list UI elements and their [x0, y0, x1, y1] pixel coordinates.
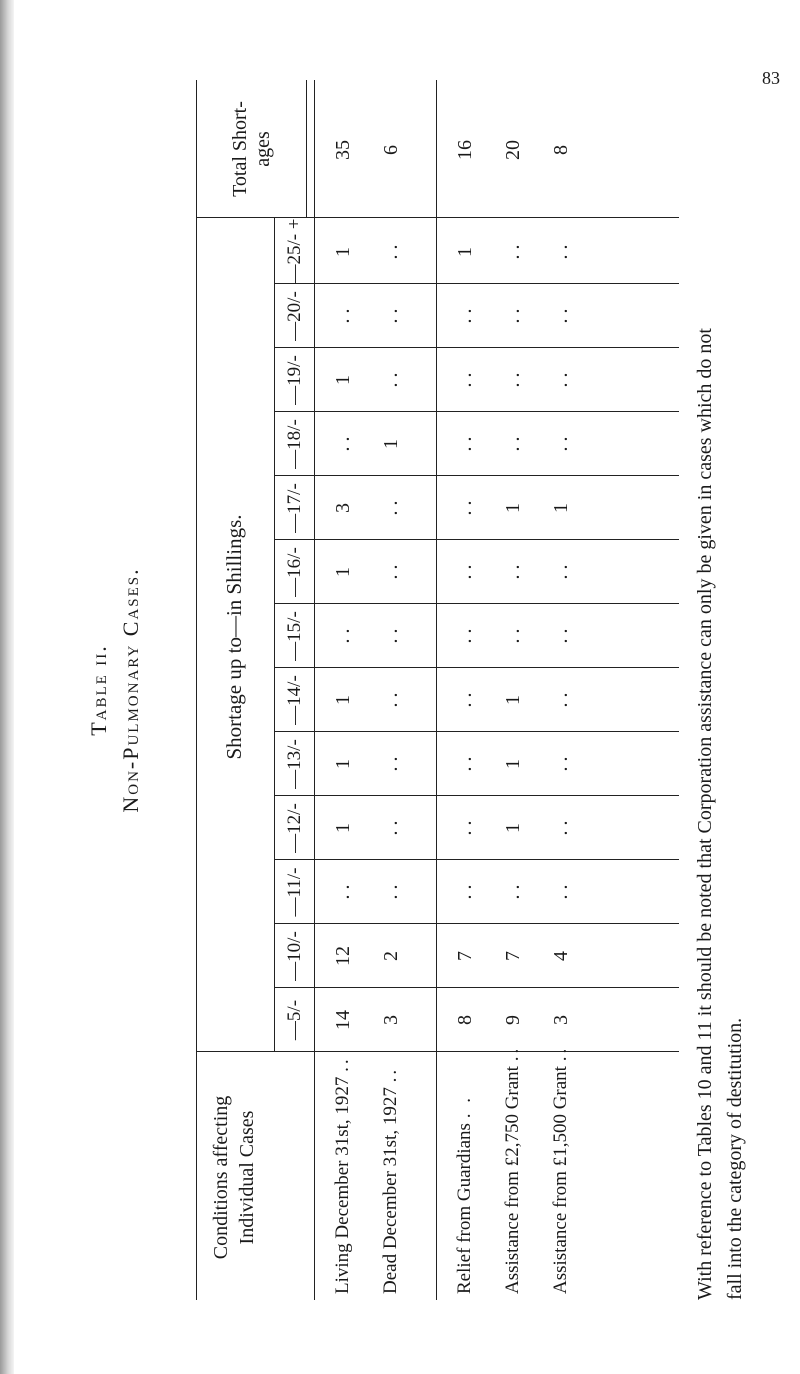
column-header: —5/- [284, 999, 305, 1041]
column-header: —18/- [284, 419, 305, 469]
table-cell: 1 [332, 823, 354, 833]
table-cell: . . [380, 692, 402, 708]
footnote-line-2: fall into the category of destitution. [724, 1017, 746, 1300]
table-cell: . . [454, 756, 476, 772]
total-shortages-header: Total Short-ages [229, 101, 274, 197]
table-title: Table ii. [86, 644, 111, 736]
table-cell: 1 [332, 695, 354, 705]
table-cell: . . [550, 244, 572, 260]
table-cell: . . [380, 820, 402, 836]
table-cell: . . [550, 692, 572, 708]
total-cell: 20 [502, 140, 524, 160]
total-cell: 16 [454, 140, 476, 160]
table-cell: 1 [502, 695, 524, 705]
table-cell: 2 [380, 951, 402, 961]
footnote [690, 80, 750, 1300]
table-cell: . . [502, 884, 524, 900]
table-row-label: Assistance from £1,500 Grant .. [550, 1045, 571, 1294]
table-cell: . . [502, 628, 524, 644]
table-cell: 3 [550, 1015, 572, 1025]
column-header: —10/- [284, 931, 305, 981]
table-cell: . . [550, 308, 572, 324]
total-cell: 8 [550, 145, 572, 155]
table-cell: . . [380, 884, 402, 900]
table-subtitle: Non-Pulmonary Cases. [118, 567, 143, 813]
column-header: —15/- [284, 611, 305, 661]
column-header: —17/- [284, 483, 305, 533]
table-cell: 1 [502, 759, 524, 769]
table-cell: . . [454, 628, 476, 644]
table-cell: . . [380, 244, 402, 260]
column-rule [274, 923, 679, 924]
table-cell: . . [454, 820, 476, 836]
table-cell: 4 [550, 951, 572, 961]
column-rule [274, 731, 679, 732]
table-cell: . . [502, 564, 524, 580]
table-cell: 14 [332, 1010, 354, 1030]
shortage-header: Shortage up to—in Shillings. [221, 514, 246, 760]
table-cell: . . [550, 628, 572, 644]
column-rule [274, 283, 679, 284]
table-cell: . . [502, 372, 524, 388]
table-cell: . . [454, 884, 476, 900]
rotated-page-content [78, 80, 778, 1300]
table-cell: . . [454, 436, 476, 452]
column-header: —13/- [284, 739, 305, 789]
table-cell: 1 [332, 567, 354, 577]
table-cell: 12 [332, 946, 354, 966]
column-header: —11/- [284, 867, 305, 917]
conditions-column-rule [196, 1051, 679, 1052]
table-cell: . . [332, 436, 354, 452]
column-rule [274, 539, 679, 540]
page-number: 83 [762, 68, 780, 88]
table-cell: 8 [454, 1015, 476, 1025]
table-cell: . . [454, 564, 476, 580]
table-cell: . . [550, 884, 572, 900]
table-cell: . . [380, 372, 402, 388]
table-cell: . . [380, 308, 402, 324]
table-cell: . . [332, 884, 354, 900]
header-bottom-rule [314, 80, 315, 1300]
column-rule [274, 347, 679, 348]
shortage-header-rule [274, 218, 275, 1052]
column-header: —20/- [284, 291, 305, 341]
table-cell: . . [502, 308, 524, 324]
table-cell: . . [454, 692, 476, 708]
total-cell: 6 [380, 145, 402, 155]
table-cell: . . [454, 372, 476, 388]
table-cell: 1 [332, 375, 354, 385]
column-header: —16/- [284, 547, 305, 597]
table-cell: . . [332, 308, 354, 324]
table-cell: 1 [550, 503, 572, 513]
total-cell: 35 [332, 140, 354, 160]
table-row-label: Relief from Guardians . . [454, 1095, 475, 1294]
table-cell: . . [550, 372, 572, 388]
table-cell: . . [454, 500, 476, 516]
table-cell: 1 [502, 823, 524, 833]
table-cell: . . [550, 436, 572, 452]
column-header: —14/- [284, 675, 305, 725]
column-rule [274, 859, 679, 860]
total-header-rule [306, 80, 307, 218]
column-rule [274, 795, 679, 796]
table-cell: 3 [380, 1015, 402, 1025]
table-cell: . . [454, 308, 476, 324]
conditions-header: Conditions affecting Individual Cases [210, 1095, 258, 1260]
column-header: —19/- [284, 355, 305, 405]
table-row-label: Living December 31st, 1927 .. [332, 1056, 353, 1294]
table-cell: . . [332, 628, 354, 644]
table-cell: . . [550, 564, 572, 580]
table-row-label: Dead December 31st, 1927 .. [380, 1066, 401, 1294]
footnote-line-1: With reference to Tables 10 and 11 it should be noted that Corporation assistance can only be given in cases which do not [694, 328, 716, 1300]
table-cell: . . [380, 500, 402, 516]
table-row-label: Assistance from £2,750 Grant .. [502, 1045, 523, 1294]
column-rule [274, 411, 679, 412]
table-cell: . . [550, 820, 572, 836]
column-rule [274, 475, 679, 476]
table-cell: 7 [454, 951, 476, 961]
row-group-rule [436, 80, 437, 1300]
table-cell: . . [502, 436, 524, 452]
column-header: —25/- + [284, 218, 305, 284]
table-cell: . . [502, 244, 524, 260]
table-cell: 1 [454, 247, 476, 257]
table-cell: 1 [502, 503, 524, 513]
table-cell: . . [380, 564, 402, 580]
table-cell: 9 [502, 1015, 524, 1025]
shortage-table [196, 80, 679, 1300]
table-cell: . . [380, 628, 402, 644]
table-cell: . . [380, 756, 402, 772]
table-cell: 1 [332, 759, 354, 769]
table-cell: . . [550, 756, 572, 772]
table-cell: 3 [332, 503, 354, 513]
column-rule [274, 667, 679, 668]
page-gutter-shadow [0, 0, 14, 1374]
total-column-rule [196, 217, 679, 218]
table-cell: 7 [502, 951, 524, 961]
table-cell: 1 [332, 247, 354, 257]
column-rule [274, 603, 679, 604]
column-header: —12/- [284, 803, 305, 853]
column-rule [274, 987, 679, 988]
table-cell: 1 [380, 439, 402, 449]
